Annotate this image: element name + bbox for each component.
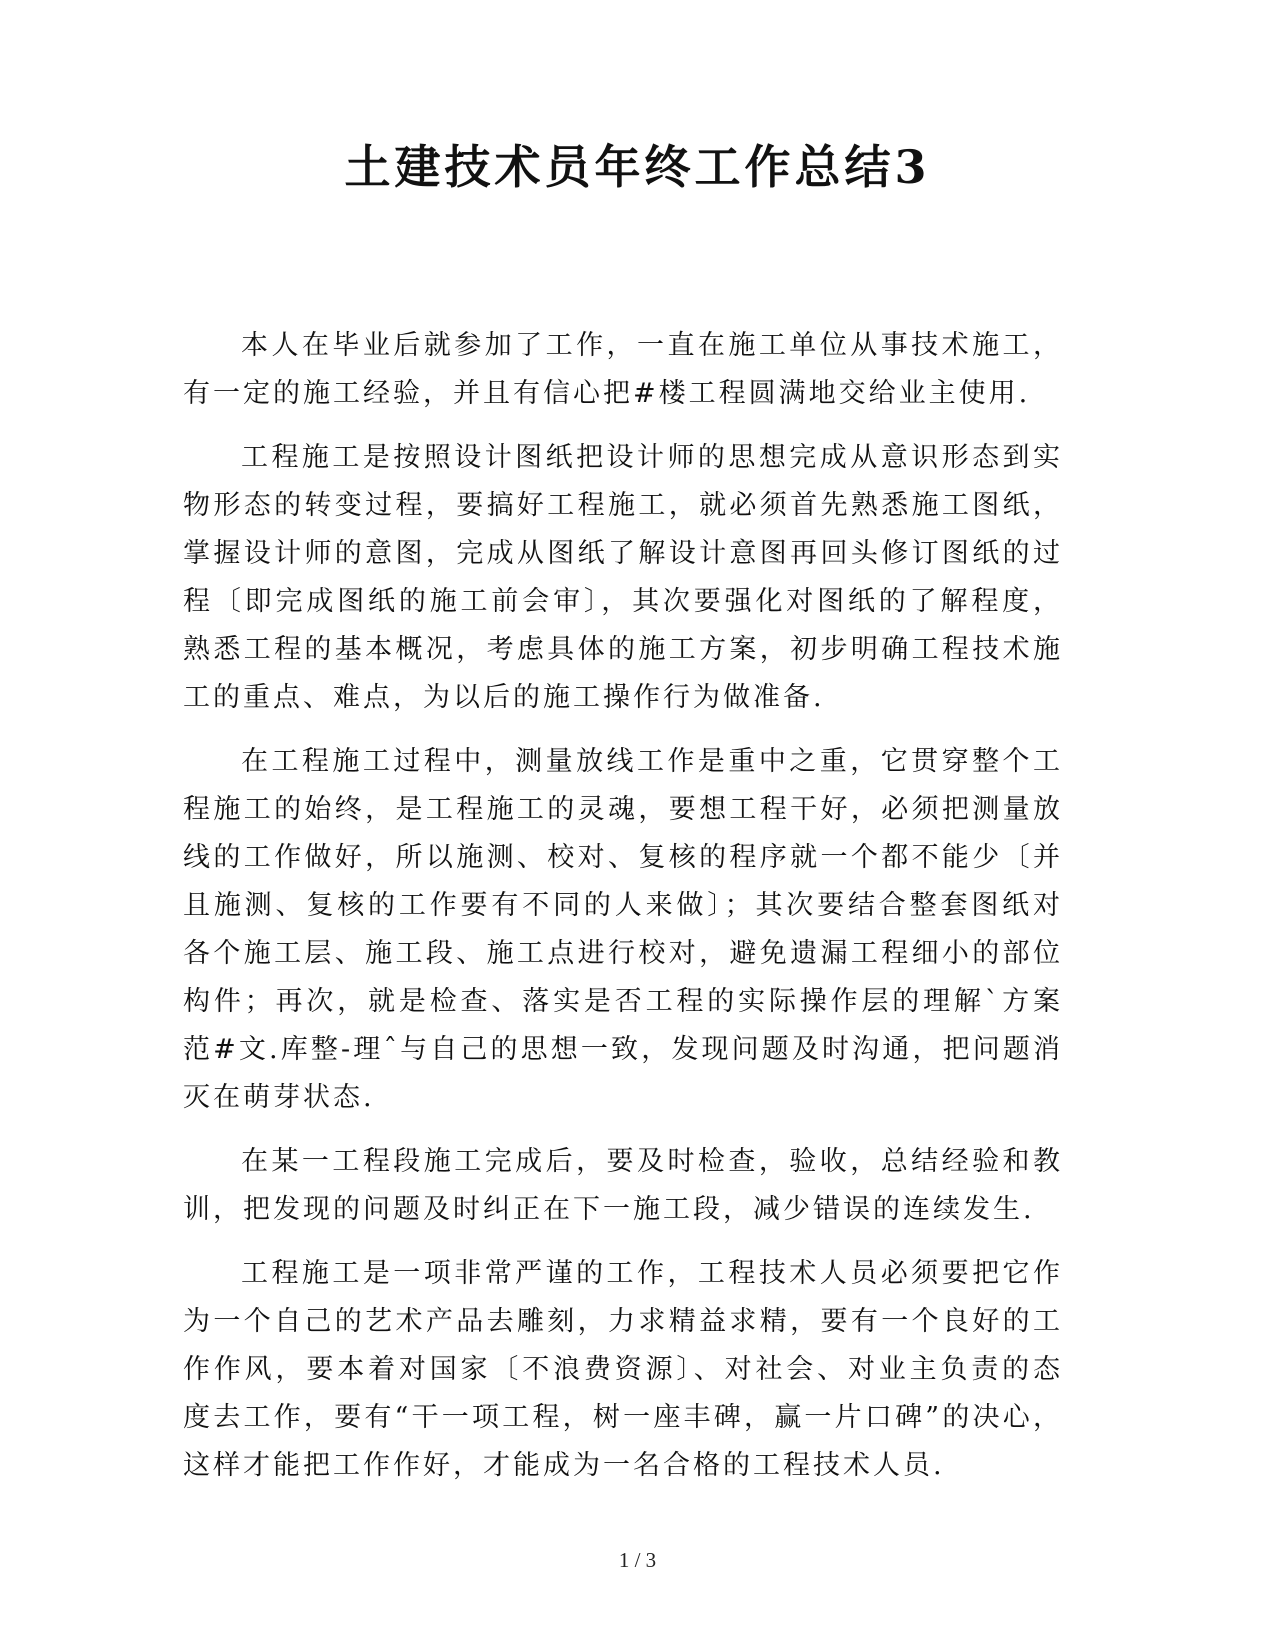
paragraph-3: 在工程施工过程中，测量放线工作是重中之重，它贯穿整个工程施工的始终，是工程施工的灵魂，要想工程干好，必须把测量放线的工作做好，所以施测、校对、复核的程序就一个都不能少〔并且施测、复核的工作要有不同的人来做〕；其次要结合整套图纸对各个施工层、施工段、施工点进行校对，避免遗漏工程细小的部位构件；再次，就是检查、落实是否工程的实际操作层的理解`方案范#文.库整-理ˆ与自己的思想一致，发现问题及时沟通，把问题消灭在萌芽状态.: [183, 746, 1063, 1113]
page-number: 1 / 3: [618, 1548, 657, 1572]
paragraph-5: 工程施工是一项非常严谨的工作，工程技术人员必须要把它作为一个自己的艺术产品去雕刻，力求精益求精，要有一个良好的工作作风，要本着对国家〔不浪费资源〕、对社会、对业主负责的态度去工作，要有“干一项工程，树一座丰碑，赢一片口碑”的决心，这样才能把工作作好，才能成为一名合格的工程技术人员.: [183, 1258, 1063, 1481]
paragraph-2: 工程施工是按照设计图纸把设计师的思想完成从意识形态到实物形态的转变过程，要搞好工程施工，就必须首先熟悉施工图纸，掌握设计师的意图，完成从图纸了解设计意图再回头修订图纸的过程〔即完成图纸的施工前会审〕，其次要强化对图纸的了解程度，熟悉工程的基本概况，考虑具体的施工方案，初步明确工程技术施工的重点、难点，为以后的施工操作行为做准备.: [183, 442, 1063, 713]
page-title: 土建技术员年终工作总结3: [344, 140, 931, 194]
paragraph-1: 本人在毕业后就参加了工作，一直在施工单位从事技术施工，有一定的施工经验，并且有信心把#楼工程圆满地交给业主使用.: [183, 330, 1063, 409]
document-body: [183, 322, 1063, 1506]
paragraph-4: 在某一工程段施工完成后，要及时检查，验收，总结经验和教训，把发现的问题及时纠正在下一施工段，减少错误的连续发生.: [183, 1146, 1063, 1225]
